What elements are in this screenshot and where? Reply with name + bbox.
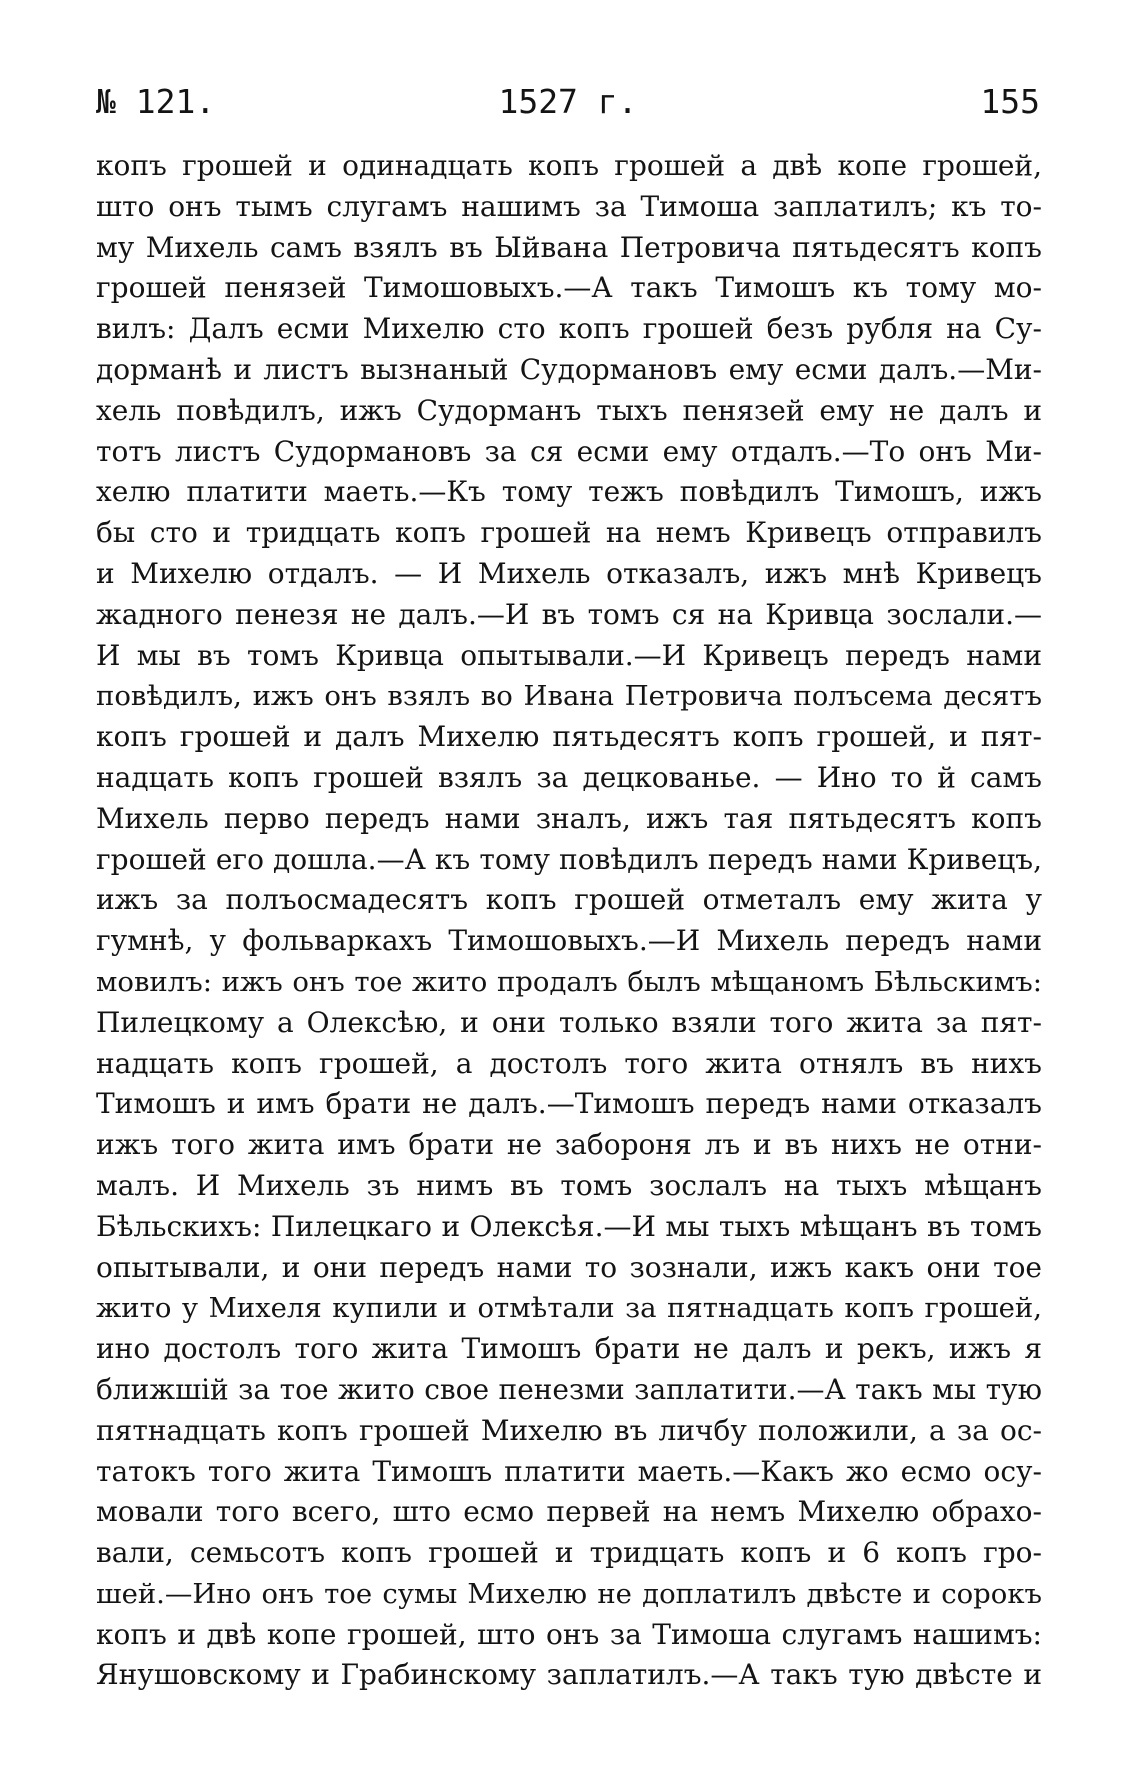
text-line: мовилъ: ижъ онъ тое жито продалъ былъ мѣщаномъ Бѣльскимъ: bbox=[96, 965, 1042, 998]
text-line: му Михель самъ взялъ въ Ыйвана Петровича пятьдесятъ копъ bbox=[96, 230, 1042, 264]
text-line: грошей пенязей Тимошовыхъ.—А такъ Тимошъ къ тому мо- bbox=[96, 271, 1042, 305]
text-line: копъ грошей и одинадцать копъ грошей а двѣ копе грошей, bbox=[96, 149, 1042, 182]
text-line: гумнѣ, у фольваркахъ Тимошовыхъ.—И Михель передъ нами bbox=[96, 924, 1042, 958]
text-line: Янушовскому и Грабинскому заплатилъ.—А такъ тую двѣсте и bbox=[96, 1658, 1042, 1692]
text-line: опытывали, и они передъ нами то зознали, ижъ какъ они тое bbox=[96, 1250, 1042, 1284]
text-line: дорманѣ и листъ вызнаный Судормановъ ему есми далъ.—Ми- bbox=[96, 352, 1042, 386]
text-line: што онъ тымъ слугамъ нашимъ за Тимоша заплатилъ; къ то- bbox=[96, 189, 1042, 223]
text-line: тотъ листъ Судормановъ за ся есми ему отдалъ.—То онъ Ми- bbox=[96, 434, 1042, 468]
text-line: бы сто и тридцать копъ грошей на немъ Кривецъ отправилъ bbox=[96, 516, 1042, 550]
text-line: вали, семьсотъ копъ грошей и тридцать копъ и 6 копъ гро- bbox=[96, 1536, 1042, 1570]
text-line: Бѣльскихъ: Пилецкаго и Олексѣя.—И мы тыхъ мѣщанъ въ томъ bbox=[96, 1209, 1042, 1243]
text-line: малъ. И Михель зъ нимъ въ томъ зослалъ на тыхъ мѣщанъ bbox=[96, 1168, 1042, 1202]
running-header bbox=[96, 72, 1040, 132]
text-line: жито у Михеля купили и отмѣтали за пятнадцать копъ грошей, bbox=[96, 1292, 1042, 1325]
text-line: хель повѣдилъ, ижъ Судорманъ тыхъ пенязей ему не далъ и bbox=[96, 393, 1042, 427]
body-text bbox=[96, 146, 1042, 1696]
text-line: и Михелю отдалъ. — И Михель отказалъ, ижъ мнѣ Кривецъ bbox=[96, 556, 1042, 590]
text-line: Тимошъ и имъ брати не далъ.—Тимошъ передъ нами отказалъ bbox=[96, 1087, 1042, 1121]
text-line: ижъ за полъосмадесятъ копъ грошей отметалъ ему жита у bbox=[96, 883, 1042, 917]
text-line: копъ и двѣ копе грошей, што онъ за Тимоша слугамъ нашимъ: bbox=[96, 1617, 1042, 1651]
text-line: ино достолъ того жита Тимошъ брати не далъ и рекъ, ижъ я bbox=[96, 1332, 1042, 1366]
text-line: мовали того всего, што есмо первей на немъ Михелю обрахо- bbox=[96, 1495, 1042, 1529]
page-number: 155 bbox=[980, 82, 1040, 121]
text-line: шей.—Ино онъ тое сумы Михелю не доплатилъ двѣсте и сорокъ bbox=[96, 1577, 1042, 1610]
text-line: жадного пенезя не далъ.—И въ томъ ся на Кривца зослали.— bbox=[96, 597, 1042, 631]
text-line: надцать копъ грошей взялъ за децкованье. — Ино то й самъ bbox=[96, 760, 1042, 794]
text-line: вилъ: Далъ есми Михелю сто копъ грошей безъ рубля на Су- bbox=[96, 312, 1042, 346]
text-line: пятнадцать копъ грошей Михелю въ личбу положили, а за ос- bbox=[96, 1413, 1042, 1447]
text-line: грошей его дошла.—А къ тому повѣдилъ передъ нами Кривецъ, bbox=[96, 842, 1042, 876]
text-line: хелю платити маеть.—Къ тому тежъ повѣдилъ Тимошъ, ижъ bbox=[96, 475, 1042, 509]
text-line: татокъ того жита Тимошъ платити маеть.—Какъ жо есмо осу- bbox=[96, 1454, 1042, 1488]
text-line: надцать копъ грошей, а достолъ того жита отнялъ въ нихъ bbox=[96, 1046, 1042, 1080]
text-line: ижъ того жита имъ брати не забороня лъ и въ нихъ не отни- bbox=[96, 1128, 1042, 1162]
text-line: повѣдилъ, ижъ онъ взялъ во Ивана Петровича полъсема десятъ bbox=[96, 680, 1042, 713]
text-line: копъ грошей и далъ Михелю пятьдесятъ копъ грошей, и пят- bbox=[96, 720, 1042, 754]
text-line: И мы въ томъ Кривца опытывали.—И Кривецъ передъ нами bbox=[96, 638, 1042, 672]
year-heading: 1527 г. bbox=[498, 82, 638, 121]
text-line: ближшій за тое жито свое пенезми заплатити.—А такъ мы тую bbox=[96, 1372, 1042, 1406]
text-line: Михель перво передъ нами зналъ, ижъ тая пятьдесятъ копъ bbox=[96, 801, 1042, 835]
text-line: Пилецкому а Олексѣю, и они только взяли того жита за пят- bbox=[96, 1005, 1042, 1039]
document-number: № 121. bbox=[96, 82, 216, 121]
